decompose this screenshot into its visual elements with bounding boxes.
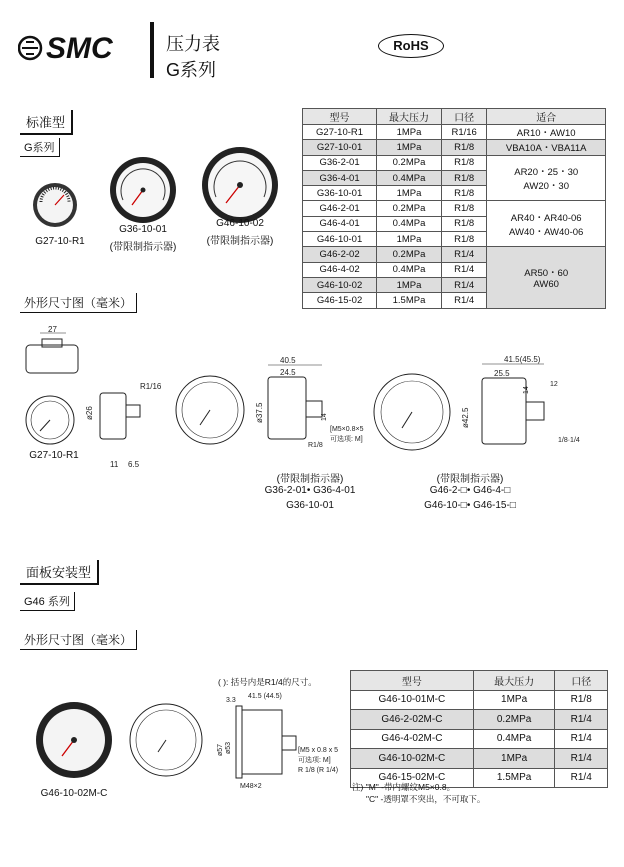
note-2: "C" -透明罩不突出，不可取下。 — [366, 794, 486, 804]
dims-title: 外形尺寸图（毫米） — [20, 293, 137, 313]
dim-a-g27: 11 — [110, 460, 119, 469]
table-row: G46-2-01 0.2MPa R1/8 AR40・AR40-06 AW40・AW40-06 — [303, 201, 606, 216]
models2-g46: G46-10-□• G46-15-□ — [424, 500, 516, 511]
dim-len-g36: 40.5 — [280, 356, 296, 365]
fit-group-3: AR50・60 AW60 — [487, 247, 606, 308]
table-row: G46-15-02 1.5MPa R1/4 — [303, 293, 606, 308]
dim-14-g36: 14 — [321, 413, 328, 421]
smc-logo — [18, 18, 138, 78]
col-pressure: 最大压力 — [473, 671, 555, 691]
section-standard: 标准型 — [20, 110, 73, 135]
section-panel: 面板安装型 — [20, 560, 99, 585]
photo-label-g46: G46-10-02 — [216, 218, 264, 229]
table-row: G27-10-01 1MPa R1/8 VBA10A・VBA11A — [303, 140, 606, 155]
table-row: G46-4-02 0.4MPa R1/4 — [303, 262, 606, 277]
dim-33: 3.3 — [226, 697, 236, 704]
drawing-g36 — [170, 355, 370, 465]
drawing-panel-front — [126, 700, 206, 780]
m5-note-panel: 可选项: M] — [298, 757, 331, 764]
series-title: G系列 — [166, 60, 217, 80]
table-row: G36-10-01 1MPa R1/8 — [303, 186, 606, 201]
drawing-panel-side — [210, 690, 340, 795]
dim-dia-g36: ø37.5 — [255, 402, 264, 423]
thread-g46: 1/8·1/4 — [558, 437, 580, 444]
photo-label-g36: G36-10-01 — [119, 224, 167, 235]
dim-dia-g27: ø26 — [85, 406, 94, 420]
dim-53: ø53 — [225, 741, 232, 754]
photo-note-g36: (带限制指示器) — [109, 242, 177, 253]
col-pressure: 最大压力 — [377, 109, 442, 125]
table-row: G46-2-02M-C 0.2MPa R1/4 — [351, 710, 608, 730]
page-title: 压力表 — [166, 34, 220, 54]
series-standard: G系列 — [20, 138, 60, 157]
col-model: 型号 — [303, 109, 377, 125]
dim-dia-g46: ø42.5 — [461, 407, 470, 428]
spec-table-panel — [350, 670, 608, 788]
photo-label-panel: G46-10-02M-C — [40, 788, 108, 799]
table-header-row — [303, 109, 606, 125]
header-divider — [150, 22, 154, 78]
thread-g27: R1/16 — [140, 382, 162, 391]
gauge-photo-panel — [34, 700, 114, 780]
col-model: 型号 — [351, 671, 474, 691]
m5-g36: [M5×0.8×5 — [330, 426, 364, 433]
dim-body-g36: 24.5 — [280, 368, 296, 377]
col-port: 口径 — [555, 671, 608, 691]
m5-note-g36: 可选项: M] — [330, 436, 363, 443]
models2-g36: G36-10-01 — [286, 500, 334, 511]
photo-note-g46: (带限制指示器) — [206, 236, 274, 247]
models1-g46: G46-2-□• G46-4-□ — [429, 485, 511, 496]
fit-group-2: AR40・AR40-06 AW40・AW40-06 — [487, 201, 606, 247]
table-row: G46-10-01 1MPa R1/8 — [303, 232, 606, 247]
note-g46: (带限制指示器) — [436, 474, 504, 485]
table-row: G46-10-01M-C 1MPa R1/8 — [351, 690, 608, 710]
fit-group-1: AR20・25・30 AW20・30 — [487, 155, 606, 201]
gauge-photo-g27 — [30, 180, 80, 230]
models1-g36: G36-2-01• G36-4-01 — [264, 485, 356, 496]
col-port: 口径 — [441, 109, 486, 125]
dim-len-panel: 41.5 (44.5) — [248, 693, 282, 700]
note-1: 注) "M" -带内螺纹M5×0.8。 — [352, 782, 456, 792]
drawing-label-g27: G27-10-R1 — [29, 450, 79, 461]
col-fit: 适合 — [487, 109, 606, 125]
thread-panel: R 1/8 (R 1/4) — [298, 767, 339, 774]
table-header-row — [351, 671, 608, 691]
m5-panel: [M5 x 0.8 x 5 — [298, 747, 339, 754]
gauge-photo-g46 — [200, 145, 280, 225]
dim-len-g46: 41.5(45.5) — [504, 355, 541, 364]
table-row: G46-15-02M-C 1.5MPa R1/4 — [351, 768, 608, 788]
photo-label-g27: G27-10-R1 — [35, 236, 85, 247]
table-row: G46-2-02 0.2MPa R1/4 AR50・60 AW60 — [303, 247, 606, 262]
series-panel: G46 系列 — [20, 592, 75, 611]
dim-b-g27: 6.5 — [128, 460, 140, 469]
table-row: G46-10-02M-C 1MPa R1/4 — [351, 749, 608, 769]
table-row: G46-4-02M-C 0.4MPa R1/4 — [351, 729, 608, 749]
drawing-g46 — [370, 350, 610, 470]
paren-note: ( ): 括号内是R1/4的尺寸。 — [218, 677, 317, 687]
spec-table-standard — [302, 108, 606, 309]
table-row: G36-2-01 0.2MPa R1/8 AR20・25・30 AW20・30 — [303, 155, 606, 170]
dim-top: 27 — [48, 325, 57, 334]
thread-g36: R1/8 — [308, 442, 323, 449]
table-row: G36-4-01 0.4MPa R1/8 — [303, 170, 606, 185]
brand-text: SMC — [46, 32, 113, 65]
dim-m48: M48×2 — [240, 783, 262, 790]
dim-12-g46: 12 — [550, 381, 558, 388]
dim-14-g46: 14 — [523, 386, 530, 394]
dims-title-panel: 外形尺寸图（毫米） — [20, 630, 137, 650]
note-g36: (带限制指示器) — [276, 474, 344, 485]
dim-body-g46: 25.5 — [494, 369, 510, 378]
table-row: G46-10-02 1MPa R1/4 — [303, 277, 606, 292]
table-row: G46-4-01 0.4MPa R1/8 — [303, 216, 606, 231]
dim-57: ø57 — [217, 743, 224, 756]
rohs-badge: RoHS — [378, 34, 444, 58]
gauge-photo-g36 — [108, 155, 178, 225]
table-row: G27-10-R1 1MPa R1/16 AR10・AW10 — [303, 125, 606, 140]
